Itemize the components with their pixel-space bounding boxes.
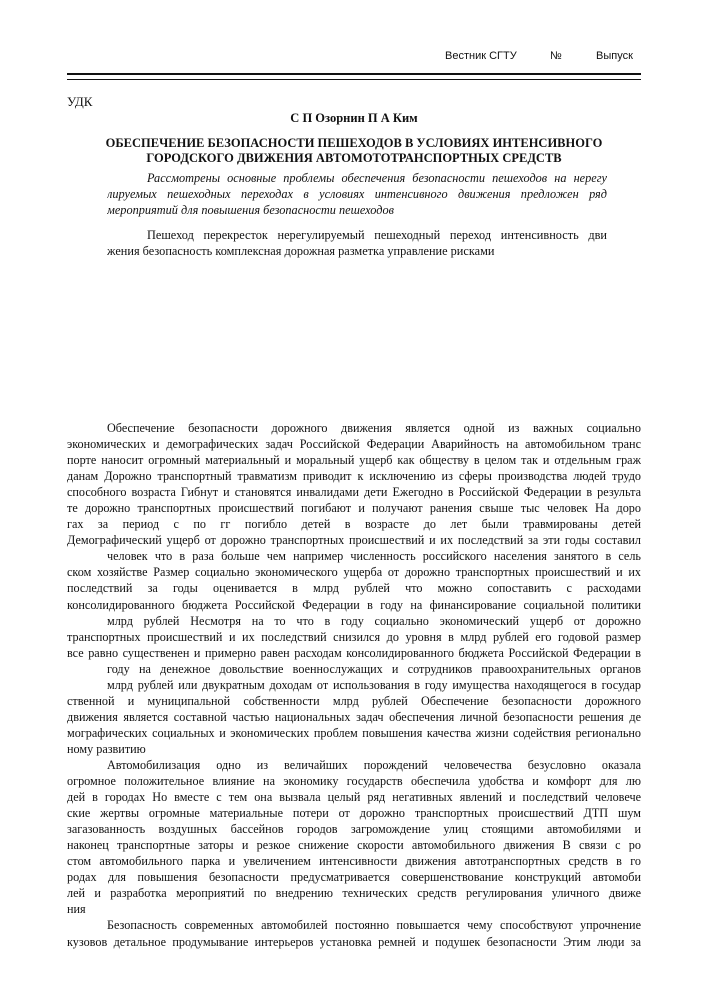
body-line: лей и разработка мероприятий по внедрению технических средств регулирования уличного движе — [67, 886, 641, 901]
body-line: наконец транспортные заторы и резкое снижение скорости автомобильного движения В связи с ро — [67, 838, 641, 853]
body-line: Обеспечение безопасности дорожного движения является одной из важных социально — [107, 421, 641, 435]
issue-number-label: № — [550, 50, 562, 62]
body-line: млрд рублей или двукратным доходам от использования в году имущества находящегося в государ — [107, 677, 641, 692]
body-line: Автомобилизация одно из величайших порождений человечества безусловно оказала — [107, 757, 641, 772]
title-line: ОБЕСПЕЧЕНИЕ БЕЗОПАСНОСТИ ПЕШЕХОДОВ В УСЛОВИЯХ ИНТЕНСИВНОГО — [105, 136, 603, 150]
article-title — [67, 136, 641, 166]
body-line: транспортных происшествий и их последствий снизился до уровня в млрд рублей его годовой размер — [67, 629, 641, 644]
body-line: дей в городах Но вместе с тем она вызвала целый ряд негативных явлений и последствий человече — [67, 790, 641, 805]
body-line: ственной и муниципальной собственности млрд рублей Обеспечение безопасности дорожного — [67, 693, 641, 708]
keywords-line: Пешеход перекресток нерегулируемый пешеходный переход интенсивность дви — [147, 228, 607, 242]
journal-name: Вестник СГТУ — [445, 50, 517, 62]
body-line: экономических и демографических задач Российской Федерации Аварийность на автомобильном транс — [67, 437, 641, 452]
body-line: те дорожно транспортных происшествий погибают и получают ранения свыше тыс человек На доро — [67, 501, 641, 516]
body-line: человек что в раза больше чем например численность российского населения занятого в сель — [107, 549, 641, 564]
body-line: стом автомобильного парка и увеличением интенсивности движения автотранспортных средств в го — [67, 854, 641, 869]
body-line: мографических социальных и экономических проблем повышения качества жизни содействия регионально — [67, 725, 641, 740]
body-line: ния — [67, 902, 86, 917]
title-line: ГОРОДСКОГО ДВИЖЕНИЯ АВТОМОТОТРАНСПОРТНЫХ СРЕДСТВ — [146, 151, 562, 165]
body-line: году на денежное довольствие военнослужащих и сотрудников правоохранительных органов — [107, 661, 641, 676]
body-line: Демографический ущерб от дорожно транспортных происшествий и их последствий за эти годы составил — [67, 533, 641, 548]
keywords — [107, 227, 607, 259]
body-line: родах для повышения безопасности предусматривается совершенствование конструкций автомоби — [67, 870, 641, 885]
issue-label: Выпуск — [596, 50, 633, 62]
keywords-line: жения безопасность комплексная дорожная разметка управление рисками — [107, 244, 495, 258]
header-rule-thin — [67, 79, 641, 80]
abstract-line: мероприятий для повышения безопасности пешеходов — [107, 203, 394, 217]
abstract — [107, 170, 607, 218]
body-line: гах за период с по гг погибло детей в возрасте до лет были травмированы детей — [67, 517, 641, 532]
body-line: последствий за годы оценивается в млрд рублей что можно сопоставить с расходами — [67, 581, 641, 596]
authors: С П Озорнин П А Ким — [290, 111, 418, 125]
body-line: ному развитию — [67, 741, 146, 756]
body-line: кузовов детальное продумывание интерьеров установка ремней и подушек безопасности Этим люди за — [67, 934, 641, 949]
body-line: порте наносит огромный материальный и моральный ущерб как обществу в целом так и отдельным граж — [67, 453, 641, 468]
body-line: млрд рублей Несмотря на то что в году социально экономический ущерб от дорожно — [107, 613, 641, 628]
body-line: Безопасность современных автомобилей постоянно повышается чему способствуют упрочнение — [107, 918, 641, 933]
body-line: данам Дорожно транспортный травматизм приводит к исключению из сферы производства людей трудо — [67, 469, 641, 484]
body-line: ском хозяйстве Размер социально экономического ущерба от дорожно транспортных происшествий и их — [67, 565, 641, 580]
body-line: консолидированного бюджета Российской Федерации в году на финансирование социальной политики — [67, 597, 641, 612]
body-line: все равно существенен и примерно равен расходам консолидированного бюджета Российской Федерации в — [67, 645, 641, 660]
udk-label: УДК — [67, 94, 93, 109]
abstract-line: Рассмотрены основные проблемы обеспечения безопасности пешеходов на нерегу — [147, 171, 607, 185]
body-line: способного возраста Гибнут и становятся инвалидами дети Ежегодно в Российской Федерации в результа — [67, 485, 641, 500]
body-line: ские жертвы огромные материальные потери от дорожно транспортных происшествий ДТП шум — [67, 806, 641, 821]
body-line: огромное положительное влияние на экономику государств обеспечила удобства и комфорт для лю — [67, 774, 641, 789]
body-line: движения является составной частью национальных задач обеспечения личной безопасности решения де — [67, 709, 641, 724]
article-body — [67, 420, 641, 950]
abstract-line: лируемых пешеходных переходах в условиях интенсивного движения предложен ряд — [107, 187, 607, 201]
body-line: загазованность воздушных бассейнов городов загромождение улиц стоящими автомобилями и — [67, 822, 641, 837]
header-rule-thick — [67, 73, 641, 75]
